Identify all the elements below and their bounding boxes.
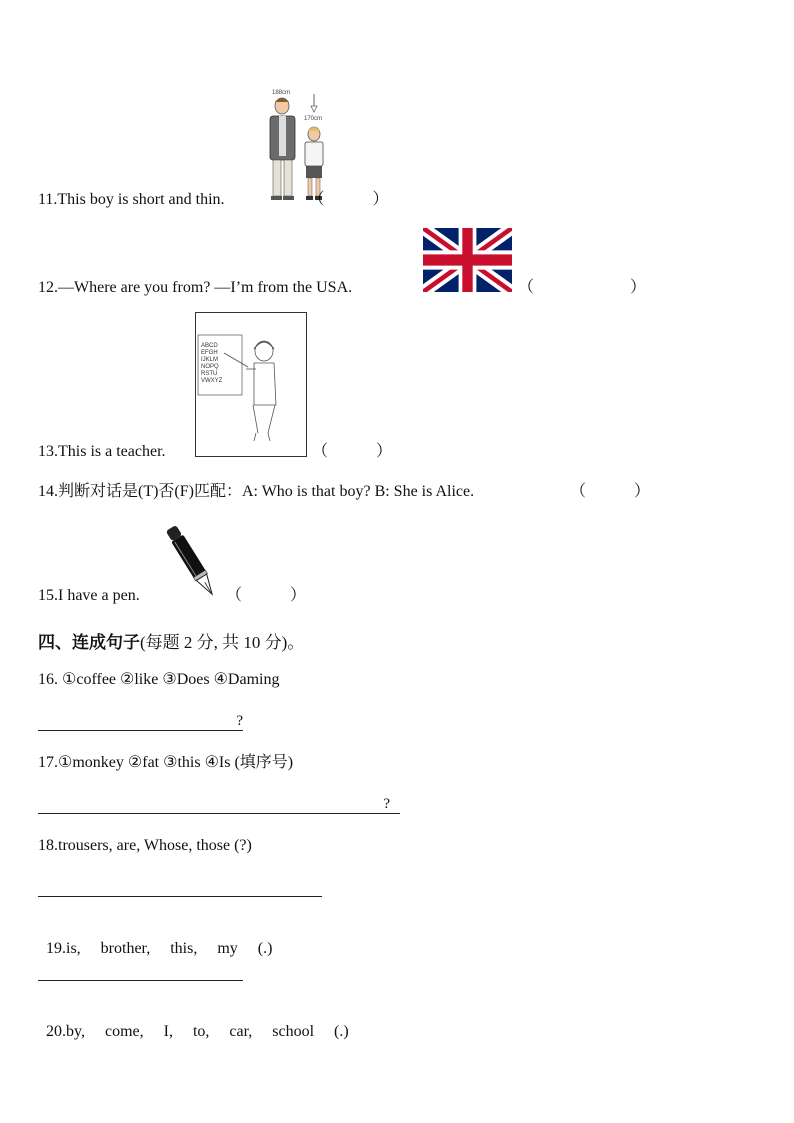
sentence-words: ①monkey ②fat ③this ④Is (填序号) bbox=[58, 754, 294, 771]
question-12-answer[interactable] bbox=[518, 278, 646, 298]
question-number: 14. bbox=[38, 483, 58, 500]
sentence-number: 19. bbox=[46, 940, 66, 957]
section-note: (每题 2 分, 共 10 分)。 bbox=[140, 633, 305, 652]
answer-parentheses[interactable]: （ ） bbox=[308, 191, 389, 208]
board-line: VWXYZ bbox=[201, 378, 223, 384]
height-label-tall: 188cm bbox=[272, 90, 291, 96]
board-line: NOPQ bbox=[201, 364, 219, 370]
board-line: ABCD bbox=[201, 343, 218, 349]
question-14 bbox=[38, 482, 474, 502]
sentence-number: 20. bbox=[46, 1023, 66, 1040]
answer-line-17[interactable] bbox=[38, 793, 400, 814]
height-label-short: 170cm bbox=[304, 116, 323, 122]
question-text: I have a pen. bbox=[58, 587, 140, 604]
question-15-answer[interactable] bbox=[226, 586, 306, 606]
question-mark: ? bbox=[236, 713, 243, 729]
sentence-words: by, come, I, to, car, school (.) bbox=[66, 1023, 349, 1040]
section-title: 四、连成句子 bbox=[38, 633, 140, 652]
answer-line-19[interactable] bbox=[38, 960, 243, 981]
answer-parentheses[interactable]: （ ） bbox=[226, 587, 307, 604]
sentence-16 bbox=[38, 670, 279, 690]
board-line: IJKLM bbox=[201, 357, 219, 363]
question-text: This is a teacher. bbox=[58, 443, 166, 460]
question-13 bbox=[38, 442, 166, 462]
question-15 bbox=[38, 586, 140, 606]
question-13-answer[interactable] bbox=[312, 442, 392, 462]
answer-line-18[interactable] bbox=[38, 876, 322, 897]
question-number: 11. bbox=[38, 191, 58, 208]
sentence-words: trousers, are, Whose, those (?) bbox=[58, 837, 252, 854]
sentence-18 bbox=[38, 836, 252, 856]
question-14-answer[interactable] bbox=[570, 482, 650, 502]
pen-image bbox=[160, 520, 224, 604]
sentence-19 bbox=[38, 919, 272, 959]
sentence-17 bbox=[38, 753, 293, 773]
sentence-number: 17. bbox=[38, 754, 58, 771]
answer-line-16[interactable] bbox=[38, 710, 243, 731]
sentence-number: 18. bbox=[38, 837, 58, 854]
question-12 bbox=[38, 278, 352, 298]
question-mark: ? bbox=[383, 796, 390, 812]
question-text: —Where are you from? —I’m from the USA. bbox=[58, 279, 353, 296]
question-number: 12. bbox=[38, 279, 58, 296]
board-line: EFGH bbox=[201, 350, 218, 356]
question-text: 判断对话是(T)否(F)匹配：A: Who is that boy? B: She is Alice. bbox=[58, 483, 475, 500]
question-text: This boy is short and thin. bbox=[57, 191, 225, 208]
answer-parentheses[interactable]: （ ） bbox=[312, 443, 393, 460]
uk-flag-image bbox=[423, 228, 512, 292]
section-4-heading bbox=[38, 628, 304, 653]
sentence-20 bbox=[38, 1002, 349, 1042]
board-line: RSTU bbox=[201, 371, 218, 377]
question-11 bbox=[38, 190, 389, 210]
answer-parentheses[interactable]: （ ） bbox=[570, 483, 651, 500]
question-number: 13. bbox=[38, 443, 58, 460]
question-number: 15. bbox=[38, 587, 58, 604]
sentence-words: is, brother, this, my (.) bbox=[66, 940, 273, 957]
teacher-image bbox=[195, 312, 307, 457]
answer-parentheses[interactable]: （ ） bbox=[518, 279, 647, 296]
sentence-number: 16. bbox=[38, 671, 58, 688]
sentence-words: ①coffee ②like ③Does ④Daming bbox=[62, 671, 280, 688]
